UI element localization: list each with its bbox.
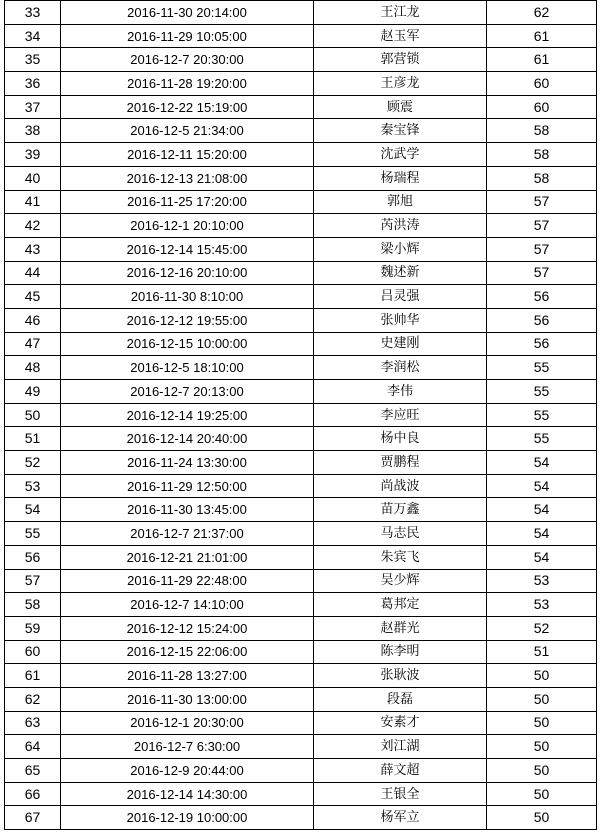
score-cell: 54 [487, 474, 597, 498]
table-row [5, 427, 597, 451]
table-row [5, 285, 597, 309]
row-number-cell: 33 [5, 1, 61, 25]
table-row [5, 24, 597, 48]
datetime-cell: 2016-12-19 10:00:00 [61, 806, 314, 830]
row-number-cell: 62 [5, 687, 61, 711]
score-cell: 62 [487, 1, 597, 25]
table-row [5, 380, 597, 404]
row-number-cell: 50 [5, 403, 61, 427]
table-row [5, 261, 597, 285]
person-name-cell: 李伟 [314, 380, 487, 404]
table-row [5, 166, 597, 190]
row-number-cell: 36 [5, 72, 61, 96]
row-number-cell: 57 [5, 569, 61, 593]
table-row [5, 735, 597, 759]
table-row [5, 95, 597, 119]
row-number-cell: 42 [5, 214, 61, 238]
table-row [5, 545, 597, 569]
table-row [5, 640, 597, 664]
score-cell: 57 [487, 214, 597, 238]
score-cell: 52 [487, 616, 597, 640]
datetime-cell: 2016-12-1 20:10:00 [61, 214, 314, 238]
person-name-cell: 朱宾飞 [314, 545, 487, 569]
table-row [5, 474, 597, 498]
datetime-cell: 2016-11-25 17:20:00 [61, 190, 314, 214]
row-number-cell: 58 [5, 593, 61, 617]
person-name-cell: 郭旭 [314, 190, 487, 214]
row-number-cell: 53 [5, 474, 61, 498]
datetime-cell: 2016-12-21 21:01:00 [61, 545, 314, 569]
person-name-cell: 杨中良 [314, 427, 487, 451]
datetime-cell: 2016-12-14 15:45:00 [61, 237, 314, 261]
datetime-cell: 2016-12-9 20:44:00 [61, 759, 314, 783]
person-name-cell: 芮洪涛 [314, 214, 487, 238]
person-name-cell: 赵群光 [314, 616, 487, 640]
person-name-cell: 尚战波 [314, 474, 487, 498]
table-row [5, 759, 597, 783]
person-name-cell: 梁小辉 [314, 237, 487, 261]
ranking-table [4, 0, 597, 830]
datetime-cell: 2016-12-7 21:37:00 [61, 522, 314, 546]
score-cell: 60 [487, 72, 597, 96]
table-row [5, 451, 597, 475]
table-row [5, 308, 597, 332]
table-row [5, 356, 597, 380]
person-name-cell: 吕灵强 [314, 285, 487, 309]
table-row [5, 711, 597, 735]
person-name-cell: 陈李明 [314, 640, 487, 664]
score-cell: 50 [487, 735, 597, 759]
datetime-cell: 2016-11-30 20:14:00 [61, 1, 314, 25]
score-cell: 61 [487, 24, 597, 48]
person-name-cell: 李应旺 [314, 403, 487, 427]
table-row [5, 664, 597, 688]
person-name-cell: 薛文超 [314, 759, 487, 783]
person-name-cell: 郭营锁 [314, 48, 487, 72]
person-name-cell: 李润松 [314, 356, 487, 380]
person-name-cell: 魏述新 [314, 261, 487, 285]
person-name-cell: 秦宝锋 [314, 119, 487, 143]
row-number-cell: 43 [5, 237, 61, 261]
datetime-cell: 2016-11-24 13:30:00 [61, 451, 314, 475]
table-row [5, 616, 597, 640]
row-number-cell: 55 [5, 522, 61, 546]
table-row [5, 48, 597, 72]
row-number-cell: 66 [5, 782, 61, 806]
score-cell: 57 [487, 261, 597, 285]
score-cell: 54 [487, 522, 597, 546]
table-row [5, 332, 597, 356]
row-number-cell: 59 [5, 616, 61, 640]
row-number-cell: 40 [5, 166, 61, 190]
row-number-cell: 46 [5, 308, 61, 332]
datetime-cell: 2016-12-11 15:20:00 [61, 143, 314, 167]
person-name-cell: 沈武学 [314, 143, 487, 167]
datetime-cell: 2016-12-14 20:40:00 [61, 427, 314, 451]
score-cell: 50 [487, 664, 597, 688]
table-row [5, 119, 597, 143]
row-number-cell: 44 [5, 261, 61, 285]
row-number-cell: 35 [5, 48, 61, 72]
score-cell: 57 [487, 190, 597, 214]
row-number-cell: 54 [5, 498, 61, 522]
row-number-cell: 64 [5, 735, 61, 759]
score-cell: 60 [487, 95, 597, 119]
person-name-cell: 刘江湖 [314, 735, 487, 759]
score-cell: 55 [487, 403, 597, 427]
score-cell: 54 [487, 451, 597, 475]
datetime-cell: 2016-12-12 15:24:00 [61, 616, 314, 640]
table-row [5, 806, 597, 830]
row-number-cell: 61 [5, 664, 61, 688]
row-number-cell: 34 [5, 24, 61, 48]
score-cell: 56 [487, 332, 597, 356]
datetime-cell: 2016-12-5 18:10:00 [61, 356, 314, 380]
score-cell: 50 [487, 687, 597, 711]
score-cell: 58 [487, 143, 597, 167]
row-number-cell: 45 [5, 285, 61, 309]
score-cell: 54 [487, 498, 597, 522]
row-number-cell: 47 [5, 332, 61, 356]
score-cell: 50 [487, 806, 597, 830]
row-number-cell: 49 [5, 380, 61, 404]
score-cell: 53 [487, 569, 597, 593]
person-name-cell: 王银全 [314, 782, 487, 806]
row-number-cell: 65 [5, 759, 61, 783]
score-cell: 55 [487, 427, 597, 451]
datetime-cell: 2016-12-7 14:10:00 [61, 593, 314, 617]
person-name-cell: 顾震 [314, 95, 487, 119]
datetime-cell: 2016-12-5 21:34:00 [61, 119, 314, 143]
table-row [5, 687, 597, 711]
person-name-cell: 张帅华 [314, 308, 487, 332]
table-row [5, 190, 597, 214]
table-row [5, 593, 597, 617]
datetime-cell: 2016-11-29 10:05:00 [61, 24, 314, 48]
score-cell: 55 [487, 380, 597, 404]
person-name-cell: 史建刚 [314, 332, 487, 356]
datetime-cell: 2016-12-7 20:13:00 [61, 380, 314, 404]
score-cell: 58 [487, 166, 597, 190]
datetime-cell: 2016-12-15 10:00:00 [61, 332, 314, 356]
row-number-cell: 37 [5, 95, 61, 119]
person-name-cell: 杨军立 [314, 806, 487, 830]
datetime-cell: 2016-12-14 14:30:00 [61, 782, 314, 806]
table-row [5, 143, 597, 167]
row-number-cell: 60 [5, 640, 61, 664]
score-cell: 50 [487, 711, 597, 735]
datetime-cell: 2016-12-16 20:10:00 [61, 261, 314, 285]
score-cell: 55 [487, 356, 597, 380]
row-number-cell: 41 [5, 190, 61, 214]
datetime-cell: 2016-12-22 15:19:00 [61, 95, 314, 119]
person-name-cell: 王江龙 [314, 1, 487, 25]
table-row [5, 498, 597, 522]
score-cell: 50 [487, 759, 597, 783]
datetime-cell: 2016-11-30 8:10:00 [61, 285, 314, 309]
datetime-cell: 2016-11-30 13:45:00 [61, 498, 314, 522]
person-name-cell: 段磊 [314, 687, 487, 711]
table-row [5, 72, 597, 96]
score-cell: 61 [487, 48, 597, 72]
person-name-cell: 吴少辉 [314, 569, 487, 593]
datetime-cell: 2016-11-29 22:48:00 [61, 569, 314, 593]
datetime-cell: 2016-11-28 13:27:00 [61, 664, 314, 688]
person-name-cell: 马志民 [314, 522, 487, 546]
table-row [5, 237, 597, 261]
score-cell: 53 [487, 593, 597, 617]
person-name-cell: 赵玉军 [314, 24, 487, 48]
datetime-cell: 2016-12-7 20:30:00 [61, 48, 314, 72]
datetime-cell: 2016-12-1 20:30:00 [61, 711, 314, 735]
person-name-cell: 王彦龙 [314, 72, 487, 96]
datetime-cell: 2016-11-29 12:50:00 [61, 474, 314, 498]
table-row [5, 403, 597, 427]
row-number-cell: 51 [5, 427, 61, 451]
row-number-cell: 56 [5, 545, 61, 569]
table-row [5, 1, 597, 25]
datetime-cell: 2016-11-28 19:20:00 [61, 72, 314, 96]
person-name-cell: 苗万鑫 [314, 498, 487, 522]
row-number-cell: 52 [5, 451, 61, 475]
row-number-cell: 39 [5, 143, 61, 167]
row-number-cell: 48 [5, 356, 61, 380]
person-name-cell: 杨瑞程 [314, 166, 487, 190]
person-name-cell: 安素才 [314, 711, 487, 735]
datetime-cell: 2016-12-7 6:30:00 [61, 735, 314, 759]
row-number-cell: 67 [5, 806, 61, 830]
datetime-cell: 2016-12-13 21:08:00 [61, 166, 314, 190]
ranking-table-body [5, 1, 597, 830]
datetime-cell: 2016-12-15 22:06:00 [61, 640, 314, 664]
score-cell: 56 [487, 285, 597, 309]
table-row [5, 569, 597, 593]
person-name-cell: 贾鹏程 [314, 451, 487, 475]
person-name-cell: 张耿波 [314, 664, 487, 688]
datetime-cell: 2016-11-30 13:00:00 [61, 687, 314, 711]
table-row [5, 214, 597, 238]
score-cell: 56 [487, 308, 597, 332]
row-number-cell: 38 [5, 119, 61, 143]
score-cell: 50 [487, 782, 597, 806]
person-name-cell: 葛邦定 [314, 593, 487, 617]
table-row [5, 522, 597, 546]
table-row [5, 782, 597, 806]
score-cell: 57 [487, 237, 597, 261]
score-cell: 51 [487, 640, 597, 664]
score-cell: 54 [487, 545, 597, 569]
datetime-cell: 2016-12-12 19:55:00 [61, 308, 314, 332]
row-number-cell: 63 [5, 711, 61, 735]
datetime-cell: 2016-12-14 19:25:00 [61, 403, 314, 427]
score-cell: 58 [487, 119, 597, 143]
